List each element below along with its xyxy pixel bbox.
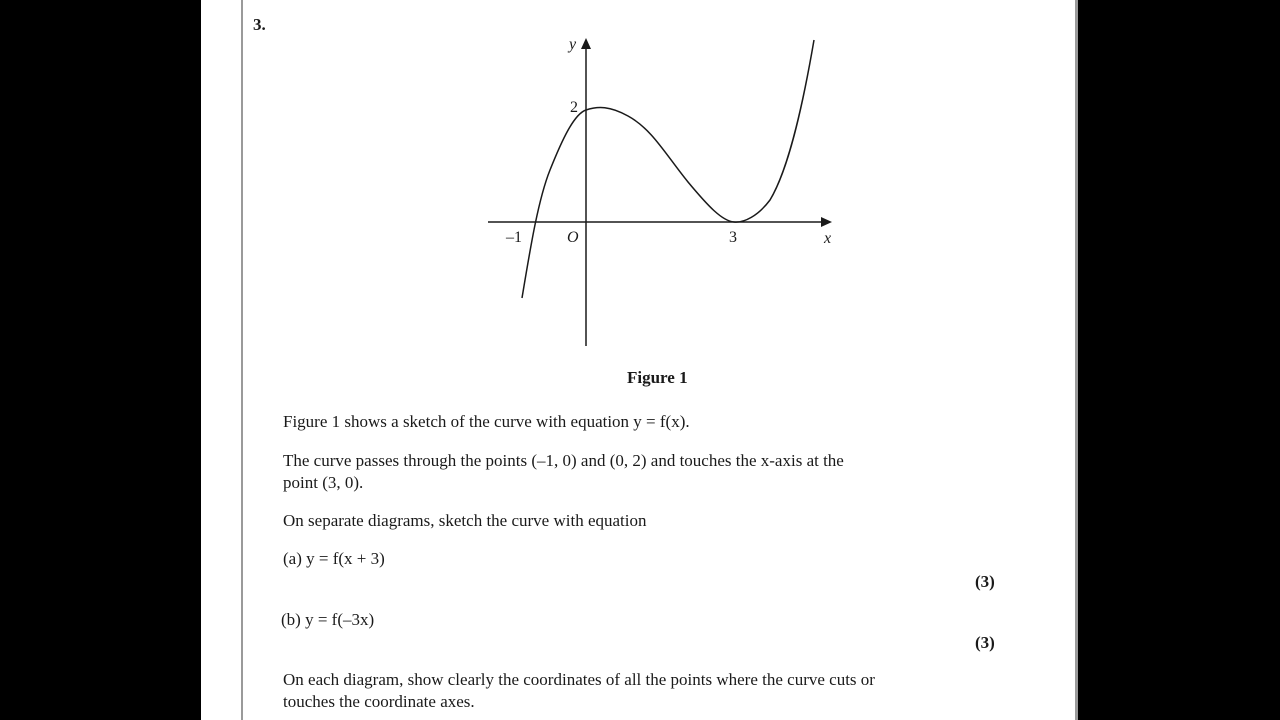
y-axis-label: y xyxy=(569,36,577,53)
tick-label-x-3: 3 xyxy=(729,229,737,246)
x-axis-label: x xyxy=(824,230,832,247)
page-left-border xyxy=(241,0,243,720)
intro-paragraph: Figure 1 shows a sketch of the curve with equation y = f(x). xyxy=(283,412,690,431)
y-axis-arrow-icon xyxy=(581,38,591,49)
question-number: 3. xyxy=(253,15,266,34)
tick-label-x-neg1: –1 xyxy=(506,229,522,246)
part-a: (a) y = f(x + 3) xyxy=(283,549,385,568)
instruction-paragraph: On separate diagrams, sketch the curve with equation xyxy=(283,511,647,530)
passes-paragraph-line1: The curve passes through the points (–1, 0) and (0, 2) and touches the x-axis at the xyxy=(283,451,844,470)
part-b-marks: (3) xyxy=(975,633,995,652)
final-paragraph-line2: touches the coordinate axes. xyxy=(283,692,475,711)
tick-label-y-2: 2 xyxy=(570,99,578,116)
part-a-marks: (3) xyxy=(975,572,995,591)
curve-y-equals-f-x xyxy=(522,40,814,298)
figure-1-graph xyxy=(470,30,850,350)
part-b: (b) y = f(–3x) xyxy=(281,610,375,629)
final-paragraph-line1: On each diagram, show clearly the coordinates of all the points where the curve cuts or xyxy=(283,670,875,689)
passes-paragraph-line2: point (3, 0). xyxy=(283,473,364,492)
figure-caption: Figure 1 xyxy=(627,368,688,387)
origin-label: O xyxy=(567,229,579,246)
x-axis-arrow-icon xyxy=(821,217,832,227)
page-right-border xyxy=(1075,0,1078,720)
